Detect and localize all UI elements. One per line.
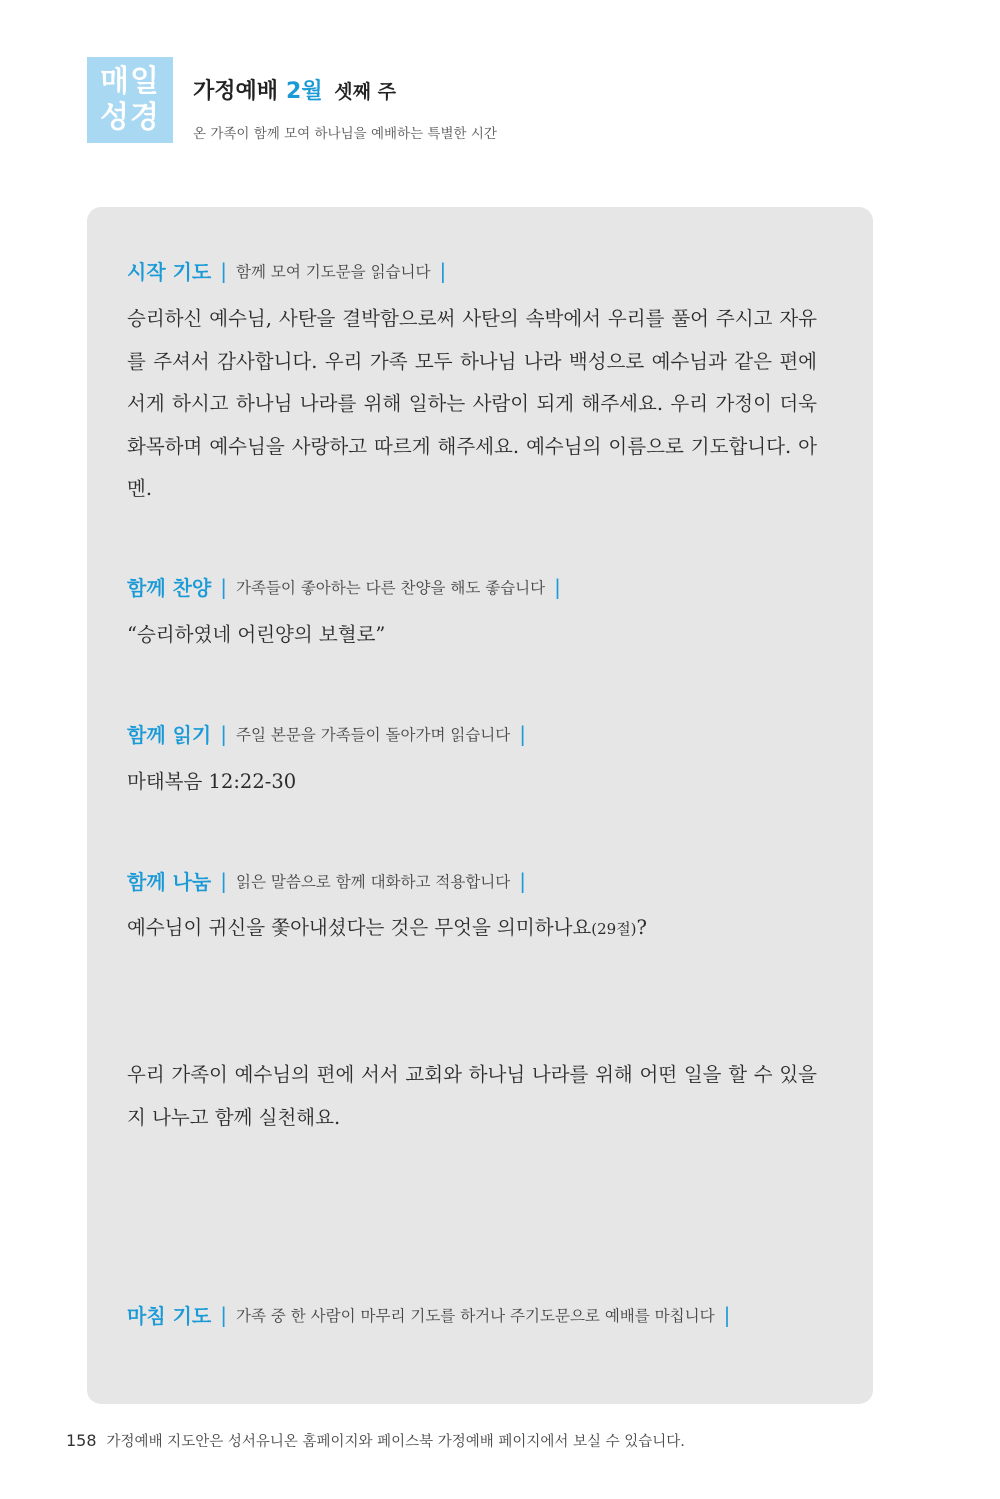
reading-heading	[127, 719, 526, 748]
page-footer	[66, 1430, 685, 1451]
opening-prayer-heading	[127, 256, 446, 285]
magazine-logo	[87, 57, 173, 143]
divider-bar: |	[220, 868, 227, 893]
page-subtitle: 온 가족이 함께 모여 하나님을 예배하는 특별한 시간	[193, 126, 497, 142]
title-month: 2월	[286, 79, 323, 104]
question-mark: ?	[636, 916, 647, 939]
section-instruction: 읽은 말씀으로 함께 대화하고 적용합니다	[236, 872, 511, 891]
section-label: 함께 찬양	[127, 576, 212, 600]
page-title	[193, 74, 396, 105]
section-instruction: 함께 모여 기도문을 읽습니다	[236, 262, 431, 281]
logo-line-1: 매일	[100, 64, 160, 99]
logo-line-2: 성경	[100, 100, 160, 135]
praise-song-title: “승리하였네 어린양의 보혈로”	[127, 623, 386, 646]
section-label: 함께 읽기	[127, 723, 212, 747]
sharing-heading	[127, 866, 526, 895]
sharing-question-2: 우리 가족이 예수님의 편에 서서 교회와 하나님 나라를 위해 어떤 일을 할 수 있을지 나누고 함께 실천해요.	[127, 1063, 817, 1129]
divider-bar: |	[220, 574, 227, 599]
verse-reference: (29절)	[591, 920, 637, 938]
divider-bar: |	[439, 258, 447, 283]
scripture-reference: 마태복음 12:22-30	[127, 770, 297, 793]
opening-prayer-text: 승리하신 예수님, 사탄을 결박함으로써 사탄의 속박에서 우리를 풀어 주시고 자유를 주셔서 감사합니다. 우리 가족 모두 하나님 나라 백성으로 예수님과 같은 편에 서게 하시고 하나님 나라를 위해 일하는 사람이 되게 해주세요. 우리 가정이 더욱 화목하며 예수님을 사랑하고 따르게 해주세요. 예수님의 이름으로 기도합니다. 아멘.	[127, 307, 817, 500]
title-text: 가정예배	[193, 79, 279, 104]
divider-bar: |	[220, 258, 227, 283]
section-label: 함께 나눔	[127, 870, 212, 894]
title-week: 셋째 주	[334, 81, 396, 103]
page-number: 158	[66, 1431, 97, 1450]
question-text: 예수님이 귀신을 쫓아내셨다는 것은 무엇을 의미하나요	[127, 916, 592, 939]
sharing-question-1	[127, 907, 817, 951]
footer-note: 가정예배 지도안은 성서유니온 홈페이지와 페이스북 가정예배 페이지에서 보실 수 있습니다.	[106, 1434, 685, 1450]
divider-bar: |	[519, 868, 527, 893]
section-instruction: 가족들이 좋아하는 다른 찬양을 해도 좋습니다	[236, 578, 546, 597]
divider-bar: |	[220, 721, 227, 746]
section-instruction: 가족 중 한 사람이 마무리 기도를 하거나 주기도문으로 예배를 마칩니다	[236, 1306, 715, 1325]
closing-prayer-heading	[127, 1300, 730, 1329]
section-label: 시작 기도	[127, 260, 212, 284]
divider-bar: |	[723, 1302, 731, 1327]
divider-bar: |	[554, 574, 561, 599]
praise-heading	[127, 572, 561, 601]
divider-bar: |	[519, 721, 527, 746]
section-instruction: 주일 본문을 가족들이 돌아가며 읽습니다	[236, 725, 511, 744]
section-label: 마침 기도	[127, 1304, 212, 1328]
divider-bar: |	[220, 1302, 227, 1327]
